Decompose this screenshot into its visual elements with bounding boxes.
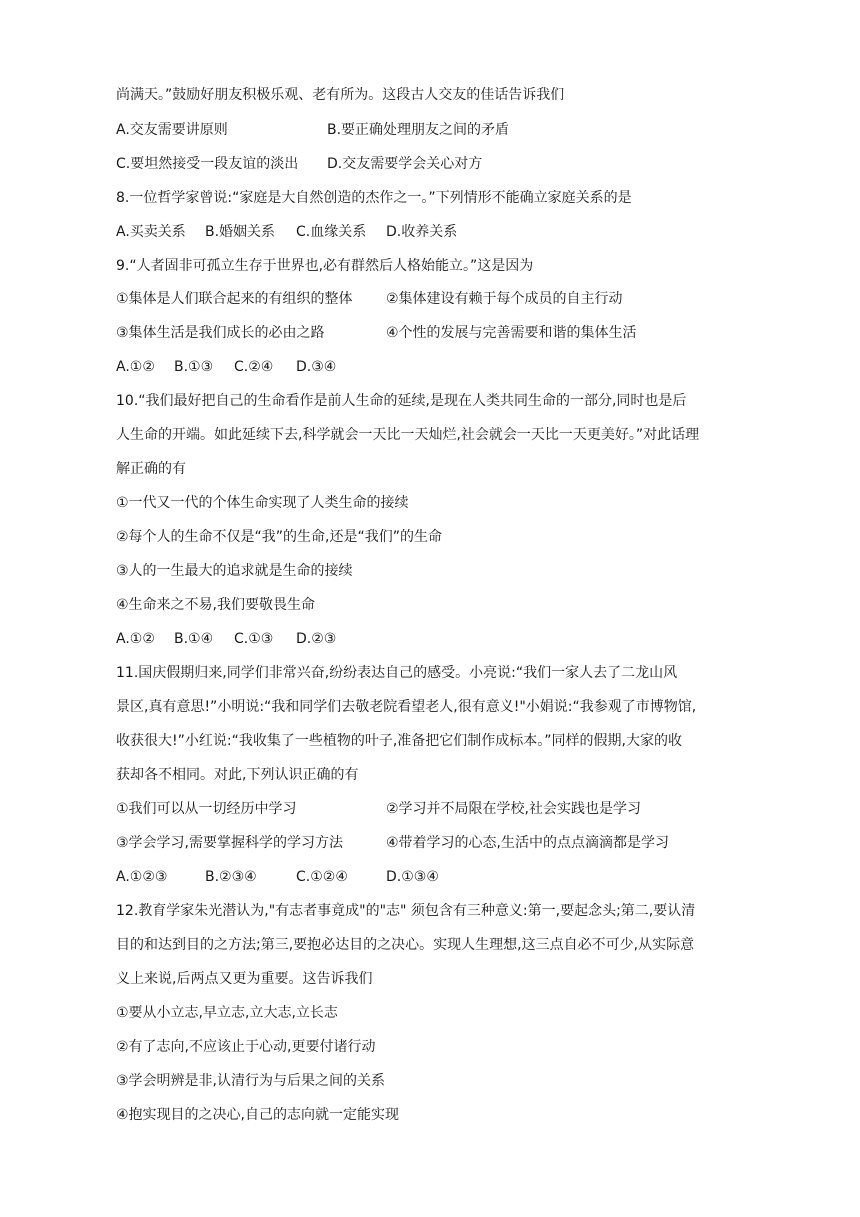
option-b: B.①③ xyxy=(174,359,214,375)
option-c: C.①③ xyxy=(234,631,274,647)
text-line: 12.教育学家朱光潜认为,"有志者事竟成"的"志" 须包含有三种意义:第一,要起念头;第二,要认清 xyxy=(116,903,696,919)
text-line: 义上来说,后两点又更为重要。这告诉我们 xyxy=(116,971,373,987)
option-d: D.②③ xyxy=(296,631,337,647)
option-c: C.要坦然接受一段友谊的淡出 xyxy=(116,156,299,172)
option-c: C.②④ xyxy=(234,359,274,375)
text-line: 解正确的有 xyxy=(116,461,186,477)
option-d: D.收养关系 xyxy=(386,224,458,240)
text-line: 收获很大!”小红说:“我收集了一些植物的叶子,准备把它们制作成标本。”同样的假期,大家的收 xyxy=(116,733,682,749)
option-c: C.血缘关系 xyxy=(296,224,367,240)
text-line: 获却各不相同。对此,下列认识正确的有 xyxy=(116,767,359,783)
statement-3: ③学会明辨是非,认清行为与后果之间的关系 xyxy=(116,1073,385,1089)
option-b: B.婚姻关系 xyxy=(205,224,276,240)
option-a: A.①② xyxy=(116,631,155,647)
statement-1: ①集体是人们联合起来的有组织的整体 xyxy=(116,291,353,307)
statement-2: ②有了志向,不应该止于心动,更要付诸行动 xyxy=(116,1039,376,1055)
text-line: 人生命的开端。如此延续下去,科学就会一天比一天灿烂,社会就会一天比一天更美好。”对此话理 xyxy=(116,427,700,443)
option-a: A.交友需要讲原则 xyxy=(116,122,228,138)
option-a: A.①② xyxy=(116,359,155,375)
option-c: C.①②④ xyxy=(296,869,348,885)
statement-2: ②每个人的生命不仅是“我”的生命,还是“我们”的生命 xyxy=(116,529,443,545)
statement-2: ②集体建设有赖于每个成员的自主行动 xyxy=(386,291,623,307)
statement-4: ④抱实现目的之决心,自己的志向就一定能实现 xyxy=(116,1107,399,1123)
statement-2: ②学习并不局限在学校,社会实践也是学习 xyxy=(386,801,641,817)
option-b: B.②③④ xyxy=(205,869,257,885)
option-a: A.买卖关系 xyxy=(116,224,186,240)
statement-1: ①我们可以从一切经历中学习 xyxy=(116,801,297,817)
statement-3: ③人的一生最大的追求就是生命的接续 xyxy=(116,563,353,579)
statement-1: ①要从小立志,早立志,立大志,立长志 xyxy=(116,1005,338,1021)
option-d: D.①③④ xyxy=(386,869,439,885)
text-line: 8.一位哲学家曾说:“家庭是大自然创造的杰作之一。”下列情形不能确立家庭关系的是 xyxy=(116,190,632,206)
statement-3: ③集体生活是我们成长的必由之路 xyxy=(116,325,325,341)
text-line: 景区,真有意思!”小明说:“我和同学们去敬老院看望老人,很有意义!"小娟说:“我参观了市博物馆, xyxy=(116,699,697,715)
statement-1: ①一代又一代的个体生命实现了人类生命的接续 xyxy=(116,495,409,511)
statement-3: ③学会学习,需要掌握科学的学习方法 xyxy=(116,835,344,851)
text-line: 尚满天。”鼓励好朋友积极乐观、老有所为。这段古人交友的佳话告诉我们 xyxy=(116,87,565,103)
option-a: A.①②③ xyxy=(116,869,168,885)
option-b: B.要正确处理朋友之间的矛盾 xyxy=(327,122,510,138)
text-line: 目的和达到目的之方法;第三,要抱必达目的之决心。实现人生理想,这三点自必不可少,从实际意 xyxy=(116,937,695,953)
statement-4: ④带着学习的心态,生活中的点点滴滴都是学习 xyxy=(386,835,669,851)
statement-4: ④生命来之不易,我们要敬畏生命 xyxy=(116,597,316,613)
text-line: 11.国庆假期归来,同学们非常兴奋,纷纷表达自己的感受。小亮说:“我们一家人去了二龙山风 xyxy=(116,665,678,681)
option-d: D.交友需要学会关心对方 xyxy=(327,156,483,172)
text-line: 10.“我们最好把自己的生命看作是前人生命的延续,是现在人类共同生命的一部分,同时也是后 xyxy=(116,393,687,409)
option-d: D.③④ xyxy=(296,359,337,375)
option-b: B.①④ xyxy=(174,631,214,647)
statement-4: ④个性的发展与完善需要和谐的集体生活 xyxy=(386,325,637,341)
text-line: 9.“人者固非可孤立生存于世界也,必有群然后人格始能立。”这是因为 xyxy=(116,258,534,274)
